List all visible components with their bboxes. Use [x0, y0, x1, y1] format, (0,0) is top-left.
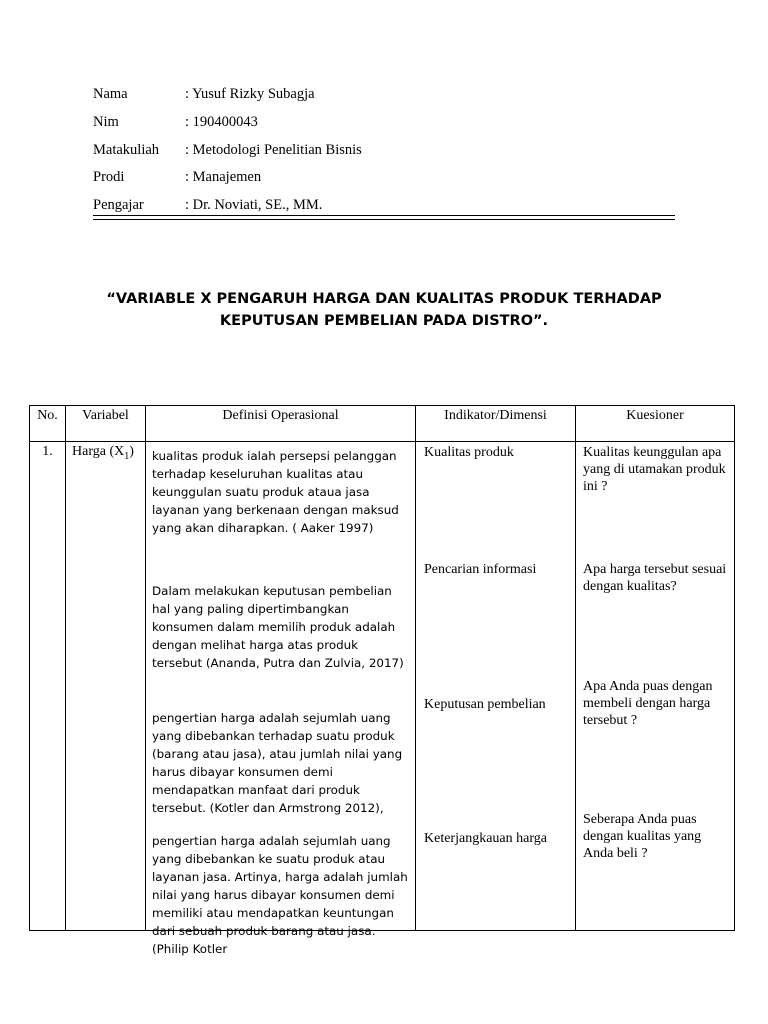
info-label: Prodi	[93, 169, 125, 186]
document-title	[60, 288, 708, 332]
cell-variabel	[66, 442, 146, 931]
kuesioner-item: Seberapa Anda puas dengan kualitas yang Anda beli ?	[583, 812, 702, 861]
indikator-item: Kualitas produk	[424, 445, 514, 460]
info-value: : Dr. Noviati, SE., MM.	[185, 197, 323, 214]
kuesioner-item: Apa harga tersebut sesuai dengan kualitas?	[583, 562, 727, 594]
definisi-item: pengertian harga adalah sejumlah uang yang dibebankan terhadap suatu produk (barang atau jasa), atau jumlah nilai yang harus dibayar konsumen demi mendapatkan manfaat dari produk tersebut. (Kotler dan Armstrong 2012),	[152, 711, 403, 815]
title-line-1: “VARIABLE X PENGARUH HARGA DAN KUALITAS PRODUK TERHADAP	[106, 291, 662, 307]
variable-table	[29, 405, 735, 956]
cell-kuesioner	[576, 442, 735, 931]
kuesioner-item: Kualitas keunggulan apa yang di utamakan produk ini ?	[583, 445, 726, 494]
variabel-text: Harga (X	[72, 444, 125, 459]
info-row-nama	[93, 86, 675, 114]
definisi-item: kualitas produk ialah persepsi pelanggan terhadap keseluruhan kualitas atau keunggulan suatu produk ataua jasa layanan yang berkenaan dengan maksud yang akan diharapkan. ( Aaker 1997)	[152, 449, 399, 535]
info-value: : 190400043	[185, 113, 258, 130]
cell-no: 1.	[30, 442, 66, 931]
double-divider	[93, 215, 675, 220]
variabel-close: )	[129, 444, 134, 459]
info-value: : Manajemen	[185, 169, 262, 186]
header-indikator: Indikator/Dimensi	[416, 406, 576, 442]
info-value: : Metodologi Penelitian Bisnis	[185, 141, 362, 158]
info-label: Matakuliah	[93, 141, 160, 158]
info-row-matakuliah	[93, 142, 675, 170]
table-header-row	[30, 406, 735, 442]
cell-definisi	[146, 442, 416, 956]
definisi-item: Dalam melakukan keputusan pembelian hal yang paling dipertimbangkan konsumen dalam memilih produk adalah dengan melihat harga atas produk tersebut (Ananda, Putra dan Zulvia, 2017)	[152, 584, 404, 670]
variabel-subscript: 1	[124, 450, 130, 462]
kuesioner-item: Apa Anda puas dengan membeli dengan harga tersebut ?	[583, 679, 713, 728]
cell-indikator	[416, 442, 576, 931]
header-variabel: Variabel	[66, 406, 146, 442]
info-label: Pengajar	[93, 197, 144, 214]
header-no: No.	[30, 406, 66, 442]
definisi-item: pengertian harga adalah sejumlah uang yang dibebankan ke suatu produk atau layanan jasa. Artinya, harga adalah jumlah nilai yang harus dibayar konsumen demi memiliki atau mendapatkan keuntungan dari sebuah produk barang atau jasa. (Philip Kotler	[152, 834, 408, 956]
indikator-item: Pencarian informasi	[424, 562, 537, 577]
info-row-nim	[93, 114, 675, 142]
header-definisi: Definisi Operasional	[146, 406, 416, 442]
table-row	[30, 442, 735, 931]
title-line-2: KEPUTUSAN PEMBELIAN PADA DISTRO”.	[219, 313, 549, 329]
info-value: : Yusuf Rizky Subagja	[185, 86, 315, 102]
info-label: Nama	[93, 86, 128, 102]
info-row-prodi	[93, 169, 675, 197]
header-kuesioner: Kuesioner	[576, 406, 735, 442]
info-label: Nim	[93, 113, 119, 130]
student-info	[93, 86, 675, 219]
indikator-item: Keputusan pembelian	[424, 697, 546, 712]
indikator-item: Keterjangkauan harga	[424, 831, 547, 846]
